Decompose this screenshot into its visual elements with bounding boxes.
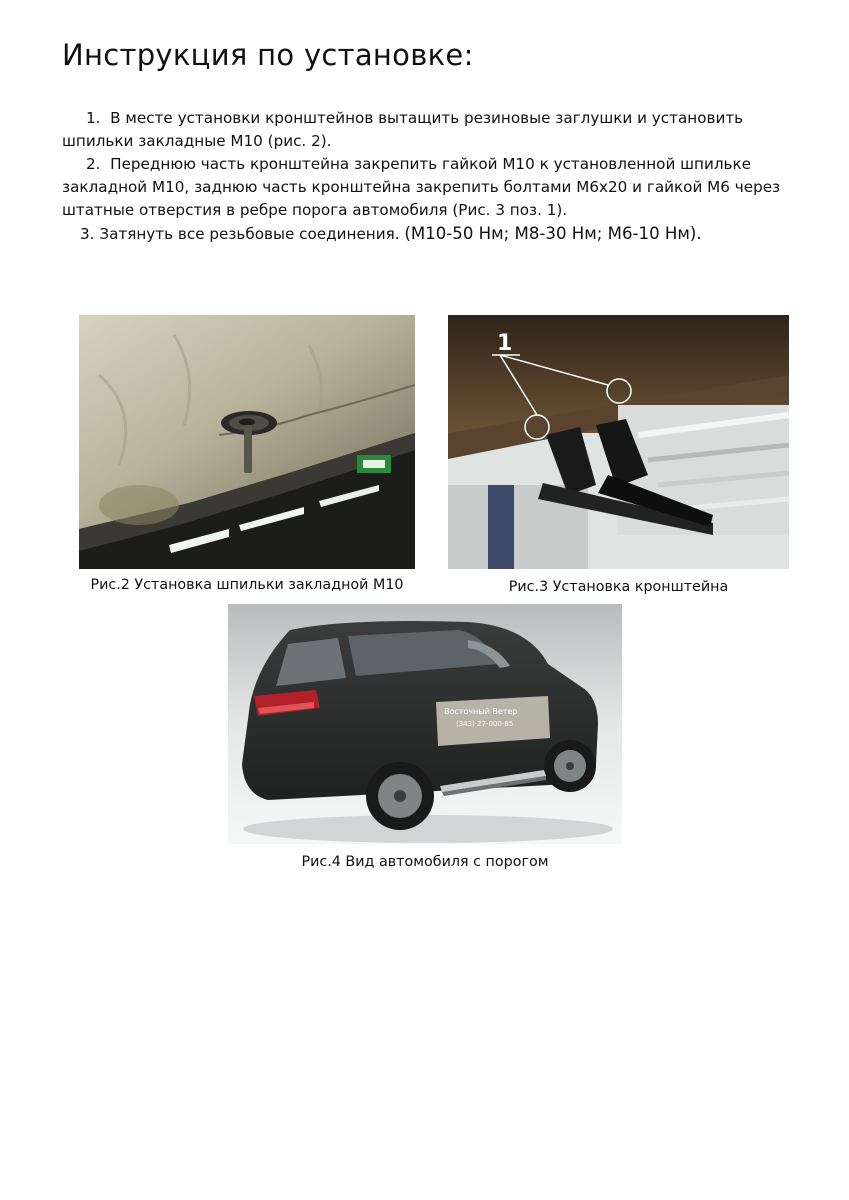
step-2 [62, 153, 792, 222]
figure-4-photo [228, 604, 622, 844]
car-sign-line-2: (343) 27-000-85 [456, 720, 514, 728]
figure-3-callout-label: 1 [497, 331, 513, 356]
step-1-number: 1. [86, 109, 101, 127]
figure-4-illustration [228, 604, 622, 844]
figure-2-caption: Рис.2 Установка шпильки закладной М10 [90, 577, 404, 593]
step-2-number: 2. [86, 155, 101, 173]
step-3-number: 3. [80, 225, 95, 243]
figure-3-photo [448, 315, 789, 569]
figure-2-photo [79, 315, 415, 569]
figure-3-illustration [448, 315, 789, 569]
step-2-text: Переднюю часть кронштейна закрепить гайкой М10 к установленной шпильке закладной М10, заднюю часть кронштейна закрепить болтами М6х20 и гайкой М6 через штатные отверстия в ребре порога автомобиля (Рис. 3 поз. 1). [62, 155, 781, 219]
figure-3-caption: Рис.3 Установка кронштейна [508, 579, 729, 595]
step-1 [62, 107, 792, 153]
figure-2-illustration [79, 315, 415, 569]
figure-4-caption: Рис.4 Вид автомобиля с порогом [301, 854, 549, 870]
step-3 [62, 222, 792, 246]
step-3-text: Затянуть все резьбовые соединения. [99, 225, 400, 243]
page-title: Инструкция по установке: [62, 38, 474, 72]
instructions-list [62, 107, 792, 246]
step-1-text: В месте установки кронштейнов вытащить резиновые заглушки и установить шпильки закладные М10 (рис. 2). [62, 109, 744, 150]
car-sign-line-1: Восточный Ветер [444, 707, 518, 716]
step-3-torque-values: (М10-50 Нм; М8-30 Нм; М6-10 Нм). [404, 224, 702, 243]
